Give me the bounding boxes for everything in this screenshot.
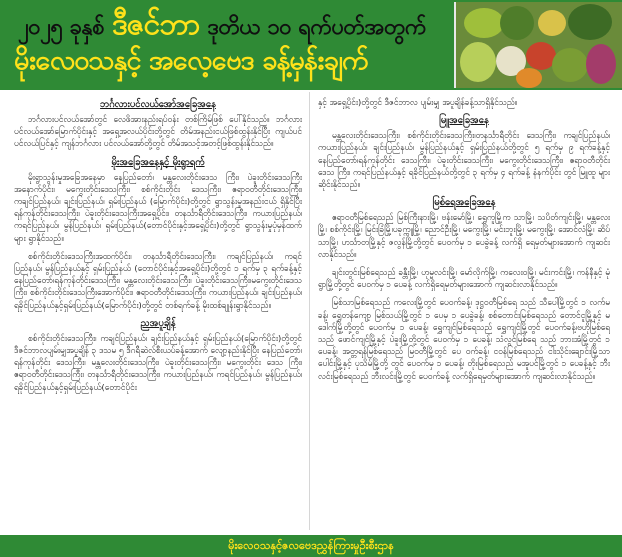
footer-department: မိုးလေဝသနှင့်ဇလဗေဒညွှန်ကြားမှုဦးစီးဌာန	[0, 535, 622, 557]
vegetables-photo	[454, 2, 622, 88]
heading-rain: မိုးအခြေအနေနှင့် မိုးရွာရက်	[111, 156, 205, 168]
banner-period: ဒုတိယ ၁၀ ရက်ပတ်အတွက်	[207, 15, 427, 40]
paragraph-chindwin: ချင်းတွင်းမြစ်ရေသည် ခန္တီးမြို့၊ ဟုမ္မလင်းမြို့၊ မော်လိုက်မြို့၊ ကလေးဝမြို့၊ မင်းကင်းမြို့၊ ကန်နီနှင့် မုံရွာမြို့တို့တွင် ပေ၀က်မှ ၁ ပေခန့် လက်ရှိရေမှတ်များအောက် ကျဆင်းလာနိုင်သည်။	[318, 267, 610, 290]
right-column	[318, 96, 610, 528]
paragraph-other-rivers: မြစ်သာမြစ်ရေသည် ကလေးမြို့တွင် ပေ၀က်ခန့်၊ ဒုဋ္ဌဝတီမြစ်ရေ သည် သီပေါမြို့တွင် ၁ လက်မခန့်၊ ရွှေတန်ကျော့ မြစ်သယ်မြို့တွင် ၁ ပေမှ ၁ ပေခွဲခန့်၊ စစ်တောင်းမြစ်ရေသည် တောင်ငူမြို့နှင့် မဒေါက်မြို့တို့တွင် ပေ၀က်မှ ၁ ပေခန့်၊ ရွှေကျင်မြစ်ရေသည် ရွှေကျင်မြို့တွင် ပေ၀က်ခန့်၊ဗဟိုမြစ်ရေသည် ဖောင်ကျင်မြို့နှင့် ပဲခူးမြို့တို့တွင် ပေ၀က်မှ ၁ ပေခန့်၊ သံလွင်မြစ်ရေ သည် ဘားအံမြို့တွင် ၁ ပေခန့်၊ အတ္တရန်မြစ်ရေသည် မြဝတီမြို့တွင် ပေ ၀က်ခန့်၊ ငဝန်မြစ်ရေသည် ငါးသိုင်းချောင်းမြို့သာပေါင်းမြို့နှင့် ပုသိမ်မြို့တို့ တွင် ပေ၀က်မှ ၁ ပေခန့်၊ တိုးမြစ်ရေသည် မအူပင်မြို့တွင် ၁ ပေခန့်နှင့် ဘီး လင်းမြစ်ရေသည် ဘီးလင်းမြို့တွင် ပေ၀က်ခန့် လက်ရှိရေမှတ်များအောက် ကျဆင်းလာနိုင်သည်။	[318, 297, 610, 381]
paragraph-temperature-continued: နှင့် အရှေ့ပိုင်း)တို့တွင် ဒီဇင်ဘာလ ပျမ်းမျှ အပူချိန်ခန့်သာရှိနိုင်သည်။	[318, 97, 518, 107]
banner-year: ၂၀၂၅ ခုနှစ်	[18, 15, 105, 40]
left-column	[14, 96, 302, 528]
paragraph-night-temperature: စစ်ကိုင်းတိုင်းဒေသကြီး၊ ကချင်ပြည်နယ်၊ ချင်းပြည်နယ်နှင့် ရှမ်းပြည်နယ်(မြောက်ပိုင်း)တို့တွင် ဒီဇင်ဘာလပျမ်းမျှအပူချိန် ၃ ဒသမ ၅ ဒီဂရီဆဲလ်စီးယပ်ခန့်အောက် လျော့နည်းနိုင်ပြီး နေပြည်တော်၊ ရန်ကုန်တိုင်း ဒေသကြီး၊ မန္တလေးတိုင်းဒေသကြီး၊ ပဲခူးတိုင်းဒေသကြီး၊ မကွေးတိုင်း ဒေသ ကြီး၊ ဧရာဝတီတိုင်းဒေသကြီး၊ တနင်္သာရီတိုင်းဒေသကြီး၊ ကယားပြည်နယ်၊ ကရင်ပြည်နယ်၊ မွန်ပြည်နယ်၊ ရခိုင်ပြည်နယ်နှင့်ရှမ်းပြည်နယ်(တောင်ပိုင်း	[14, 332, 302, 392]
banner-title: မိုးလေဝသနှင့် အလေ့ဗေဒ ခန့်မှန်းချက်	[14, 45, 368, 76]
banner-header	[0, 0, 622, 90]
heading-river-water: မြစ်ရေအခြေအနေ	[432, 197, 496, 209]
paragraph-rain-1: မိုးရွာသွန်းမှုအခြေအနေမှာ နေပြည်တော်၊ မန္တလေးတိုင်းဒေသ ကြီး၊ ပဲခူးတိုင်းဒေသကြီး အနောက်ပိုင်း၊ မကွေးတိုင်းဒေသကြီး၊ စစ်ကိုင်းတိုင်း ဒေသကြီး၊ ဧရာဝတီတိုင်းဒေသကြီး၊ ကချင်ပြည်နယ်၊ ချင်းပြည်နယ်၊ ရှမ်းပြည်နယ် (မြောက်ပိုင်း)တို့တွင် ရွာသွန်းမှုအနည်းငယ် ရှိနိုင်ပြီး ရန်ကုန်တိုင်းဒေသကြီး၊ ပဲခူးတိုင်းဒေသကြီးအရှေ့ပိုင်း၊ တနင်္သာရီတိုင်းဒေသကြီး၊ ကယားပြည်နယ်၊ ကရင်ပြည်နယ်၊ မွန်ပြည်နယ်၊ ရှမ်းပြည်နယ်(တောင်ပိုင်းနှင့်အရှေ့ပိုင်း)တို့တွင် ရွာသွန်းမှုပုံမှန်ထက်များ ရွာနိုင်သည်။	[14, 171, 302, 243]
heading-fog: မြူအခြေအနေ	[439, 115, 489, 127]
paragraph-fog: မန္တလေးတိုင်းဒေသကြီး၊ စစ်ကိုင်းတိုင်းဒေသကြီး၊တနင်္သာရီတိုင်း ဒေသကြီး၊ ကချင်ပြည်နယ်၊ ကယားပြည်နယ်၊ ချင်းပြည်နယ်၊ မွန်ပြည်နယ်နှင့် ရှမ်းပြည်နယ်တို့တွင် ၅ ရက်မှ ၉ ရက်ခန့်နှင့် နေပြည်တော်၊ရန်ကုန်တိုင်း ဒေသကြီး၊ ပဲခူးတိုင်းဒေသကြီး၊ မကွေးတိုင်းဒေသကြီး၊ ဧရာဝတီတိုင်း ဒေသ ကြီး၊ ကရင်ပြည်နယ်နှင့် ရခိုင်ပြည်နယ်တို့တွင် ၃ ရက်မှ ၄ ရက်ခန့် နံနက်ပိုင်း တွင် မြူထူ များဆိုင်းနိုင်သည်။	[318, 130, 610, 190]
heading-night-temperature: ညအပူချိန်	[140, 317, 176, 329]
heading-bay-of-bengal: ဘင်္ဂလားပင်လယ်အော်အခြေအနေ	[100, 99, 216, 110]
paragraph-rain-2: စစ်ကိုင်းတိုင်းဒေသကြီးအထက်ပိုင်း၊ တနင်္သာရီတိုင်းဒေသကြီး၊ ကချင်ပြည်နယ်၊ ကရင် ပြည်နယ်၊ မွန်ပြည်နယ်နှင့် ရှမ်းပြည်နယ် (တောင်ပိုင်းနှင့်အရှေ့ပိုင်း)တို့တွင် ၁ ရက်မှ ၃ ရက်ခန့်နှင့် နေပြည်တော်၊ရန်ကုန်တိုင်းဒေသကြီး၊ မန္တလေးတိုင်းဒေသကြီး၊ ပဲခူးတိုင်းဒေသကြီး၊မကွေးတိုင်းဒေသကြီး၊ စစ်ကိုင်းတိုင်းဒေသကြီးအောက်ပိုင်း၊ ဧရာဝတီတိုင်းဒေသကြီး၊ ကယားပြည်နယ်၊ ချင်းပြည်နယ်၊ ရခိုင်ပြည်နယ်နှင့်ရှမ်းပြည်နယ်(မြောက်ပိုင်း)တို့တွင် တစ်ရက်ခန့် မိုးထစ်ချုန်းရွာနိုင်သည်။	[14, 250, 302, 310]
paragraph-ayeyarwady: ဧရာဝတီမြစ်ရေသည် မြစ်ကြီးနားမြို့၊ ဗန်းမော်မြို့၊ ရွှေကူမြို့က သာမြို့၊ သပိတ်ကျင်းမြို့၊ မန္တလေးမြို့၊ စစ်ကိုင်းမြို့၊ မြင်းခြံမြို့၊ပခုက္ကူမြို့၊ ညောင်ဦးမြို့၊ မကွေးမြို့၊ မင်းဘူးမြို့၊ မကွေးမြို့၊ အောင်လံမြို့၊ ဆိပ်သာမြို့၊ ဟင်္သာတမြို့နှင့် ဇလွန်မြို့တို့တွင် ပေ၀က်မှ ၁ ပေခွဲခန့် လက်ရှိ ရေမှတ်များအောက် ကျဆင်းလာနိုင်သည်။	[318, 212, 610, 259]
banner-date-line	[18, 4, 448, 42]
banner-month: ဒီဇင်ဘာ	[112, 7, 200, 42]
paragraph-bay-of-bengal: ဘင်္ဂလားပင်လယ်အော်တွင် လေဖိအားနည်းရပ်ဝန်း တစ်ကြိမ်ဖြစ် ပေါ်နိုင်သည်။ ဘင်္ဂလား ပင်လယ်အော်မြောက်ပိုင်းနှင့် အရှေ့အလယ်ပိုင်းတို့တွင် တိမ်အနည်းငယ်ဖြစ်ထွန်းနိုင်ပြီး ကျယ်ပင် ပင်လယ်ပြင်နှင့် ကျန်ဘင်္ဂလား ပင်လယ်အော်တို့တွင် တိမ်အသင့်အတင့်ဖြစ်ထွန်းနိုင်သည်။	[14, 114, 302, 149]
column-divider	[309, 92, 310, 530]
